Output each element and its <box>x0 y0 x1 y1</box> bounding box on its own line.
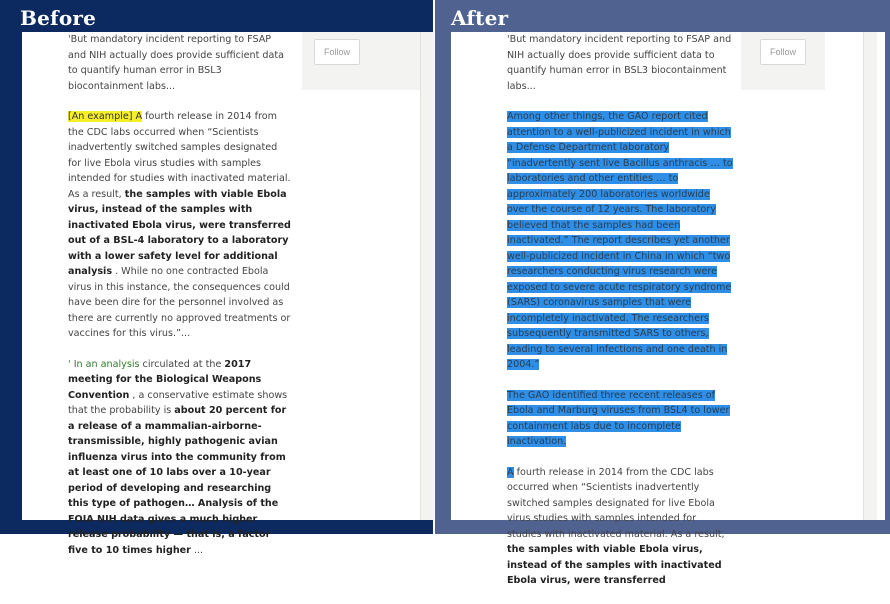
bold-text: the samples with viable Ebola virus, instead of the samples with inactivated Ebola virus, were transferred <box>507 544 722 586</box>
follow-box <box>302 32 420 90</box>
follow-box <box>741 32 825 90</box>
page-edge <box>863 32 877 520</box>
paragraph-text: circulated at the <box>139 358 225 370</box>
selected-paragraph-releases[interactable] <box>507 388 733 450</box>
after-panel <box>435 0 890 586</box>
article-body <box>68 32 292 573</box>
selection-caret-char[interactable]: A <box>507 466 514 478</box>
after-article-page <box>451 32 885 586</box>
paragraph-text: fourth release in 2014 from the CDC labs occurred when “Scientists inadvertently switched samples designated for live Ebola virus studies with samples intended for studies with inactivated material. As a result, <box>68 111 291 200</box>
bold-text: the samples with viable Ebola virus, instead of the samples with inactivated Ebola virus, were transferred out of a BSL-4 laboratory to a laboratory with a lower safety level for additional analysis <box>68 188 291 277</box>
paragraph-text: . While no one contracted Ebola virus in this instance, the consequences could have been dire for the personnel involved as there are currently no approved treatments or vaccines for this virus.”... <box>68 266 291 339</box>
highlighted-insertion: [An example] A <box>68 111 143 122</box>
article-body <box>507 32 733 604</box>
paragraph-text: ... <box>190 544 204 556</box>
bold-text: about 20 percent for a release of a mammalian-airborne-transmissible, highly pathogenic avian influenza virus into the community from at least one of 10 labs over a 10-year period of developing and researching this type of pathogen… Analysis of the FOIA NIH data gives a much higher release probability — that is, a factor five to 10 times higher <box>68 405 287 556</box>
follow-button[interactable]: Follow <box>760 39 806 65</box>
intro-paragraph: 'But mandatory incident reporting to FSAP and NIH actually does provide sufficient data to quantify human error in BSL3 biocontainment labs... <box>507 34 732 92</box>
before-label: Before <box>20 6 97 30</box>
quote-mark: ' <box>68 358 74 370</box>
selected-text[interactable]: Among other things, the GAO report cited attention to a well-publicized incident in which a Defense Department laboratory “inadvertently sent live Bacillus anthracis … to laboratories and other entities … to approximately 200 laboratories worldwide over the course of 12 years. The laboratory believed that the samples had been inactivated.” The report describes yet another well-publicized incident in China in which “two researchers conducting virus research were exposed to severe acute respiratory syndrome (SARS) coronavirus samples that were incompletely inactivated. The researchers subsequently transmitted SARS to others, leading to several infections and one death in 2004.” <box>507 111 733 370</box>
selected-paragraph-gao[interactable] <box>507 109 733 373</box>
before-article-page <box>22 32 420 556</box>
intro-paragraph: 'But mandatory incident reporting to FSAP and NIH actually does provide sufficient data to quantify human error in BSL3 biocontainment labs... <box>68 34 284 92</box>
example-paragraph <box>68 109 292 342</box>
bold-text: 2017 meeting for the Biological Weapons Convention <box>68 358 262 401</box>
analysis-paragraph <box>68 357 292 559</box>
fourth-release-paragraph <box>507 465 733 589</box>
page-edge <box>420 32 434 520</box>
paragraph-text: fourth release in 2014 from the CDC labs occurred when “Scientists inadvertently switched samples designated for live Ebola virus studies with samples intended for studies with inactivated material. As a result, <box>507 466 725 540</box>
selected-text[interactable]: The GAO identified three recent releases of Ebola and Marburg viruses from BSL4 to lower containment labs due to incomplete inactivation. <box>507 389 730 447</box>
before-panel <box>0 0 433 556</box>
after-label: After <box>451 6 509 30</box>
analysis-link[interactable]: In an analysis <box>73 358 140 370</box>
follow-button[interactable]: Follow <box>314 39 360 65</box>
paragraph-text: , a conservative estimate shows that the probability is <box>68 389 288 416</box>
